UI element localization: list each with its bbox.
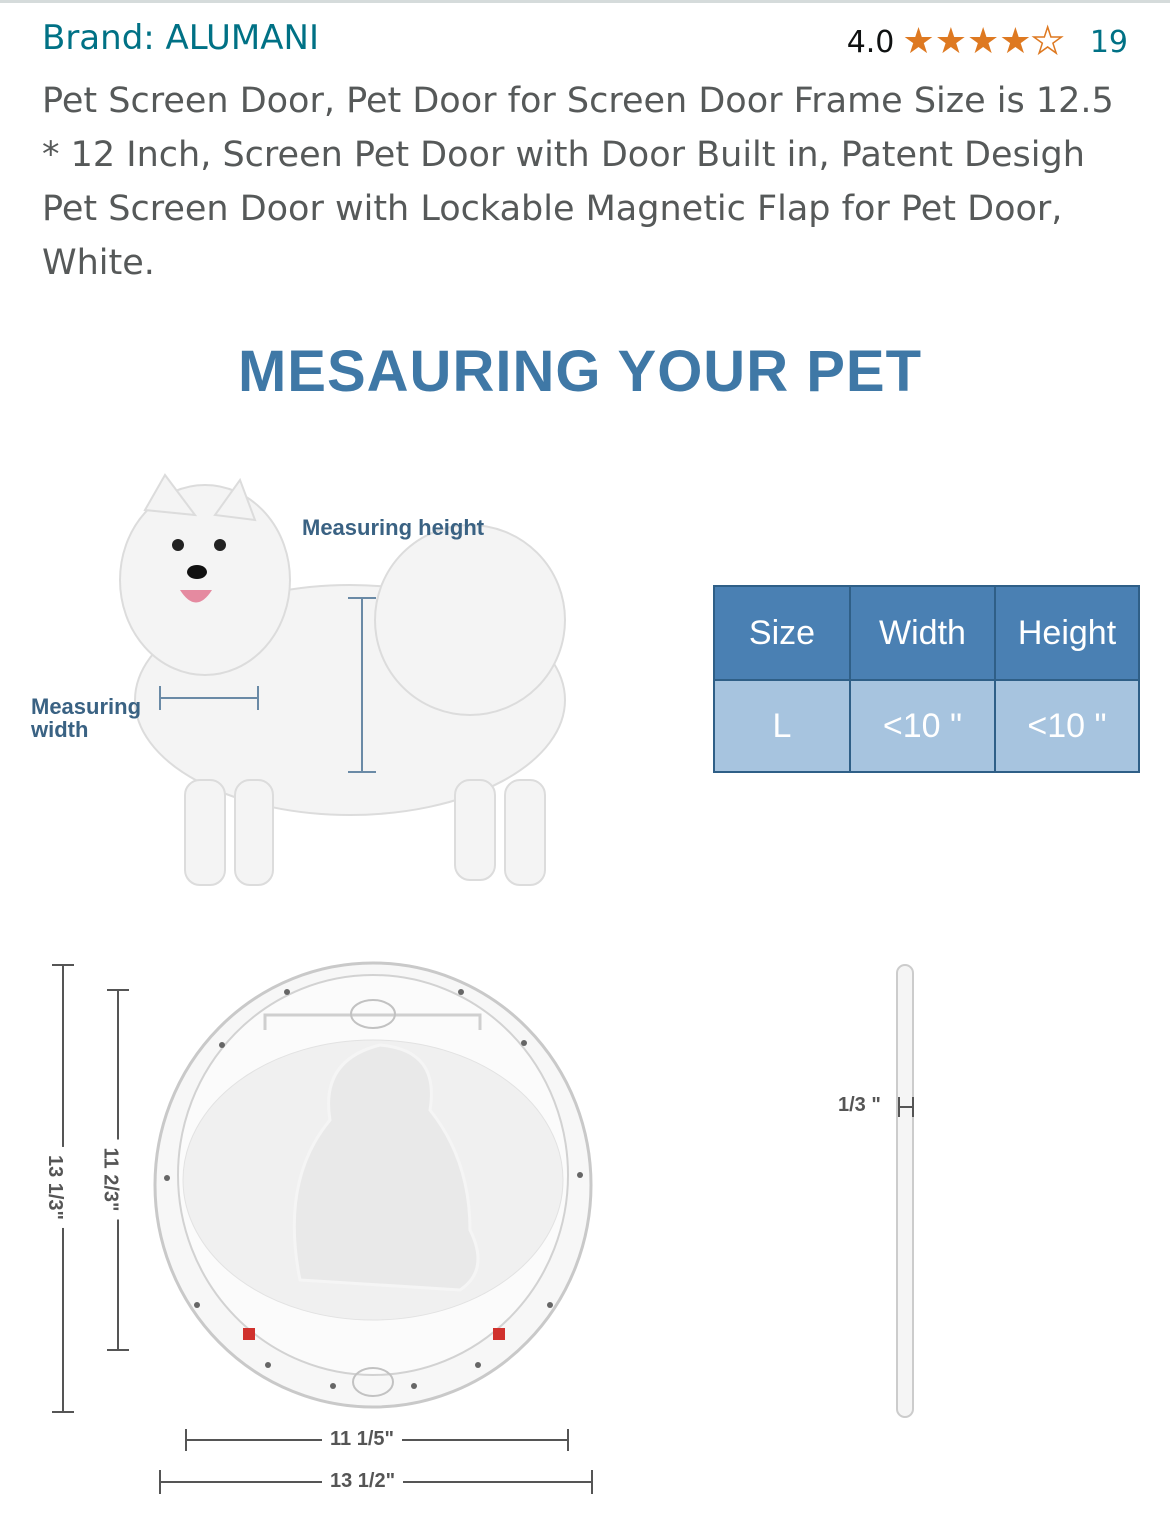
dog-eye-icon	[172, 539, 184, 551]
rating-value: 4.0	[846, 24, 895, 60]
outer-width-dimension: 13 1/2"	[322, 1470, 403, 1493]
star-filled-icon: ★	[934, 21, 967, 62]
size-table-header: Width	[850, 586, 995, 680]
pet-door-side	[897, 965, 913, 1417]
size-table-cell: <10 "	[995, 680, 1139, 772]
inner-height-dimension: 11 2/3"	[98, 1140, 121, 1220]
size-table-cell: <10 "	[850, 680, 995, 772]
brand-link[interactable]: Brand: ALUMANI	[42, 18, 319, 58]
rating-count-link[interactable]: 19	[1089, 24, 1128, 60]
dog-nose-icon	[187, 565, 207, 579]
star-filled-icon: ★	[999, 21, 1032, 62]
image-heading: MESAURING YOUR PET	[237, 339, 922, 404]
dog-eye-icon	[214, 539, 226, 551]
thickness-dimension: 1/3 "	[838, 1094, 881, 1116]
size-table-header: Height	[995, 586, 1139, 680]
measuring-width-label: Measuring width	[31, 694, 142, 742]
size-table-header: Size	[714, 586, 850, 680]
star-filled-icon: ★	[966, 21, 1000, 62]
size-table	[713, 585, 1140, 773]
pet-door-front	[155, 963, 591, 1407]
product-title: Pet Screen Door, Pet Door for Screen Door Frame Size is 12.5 * 12 Inch, Screen Pet Door with Door Built in, Patent Desigh Pet Screen Door with Lockable Magnetic Flap for Pet Door, White.	[42, 81, 1114, 283]
star-empty-icon: ★	[1031, 21, 1064, 62]
star-filled-icon: ★	[902, 21, 935, 62]
measuring-height-label: Measuring height	[302, 515, 485, 540]
outer-height-dimension: 13 1/3"	[43, 1147, 66, 1228]
size-table-cell: L	[714, 680, 850, 772]
inner-width-dimension: 11 1/5"	[322, 1428, 402, 1451]
